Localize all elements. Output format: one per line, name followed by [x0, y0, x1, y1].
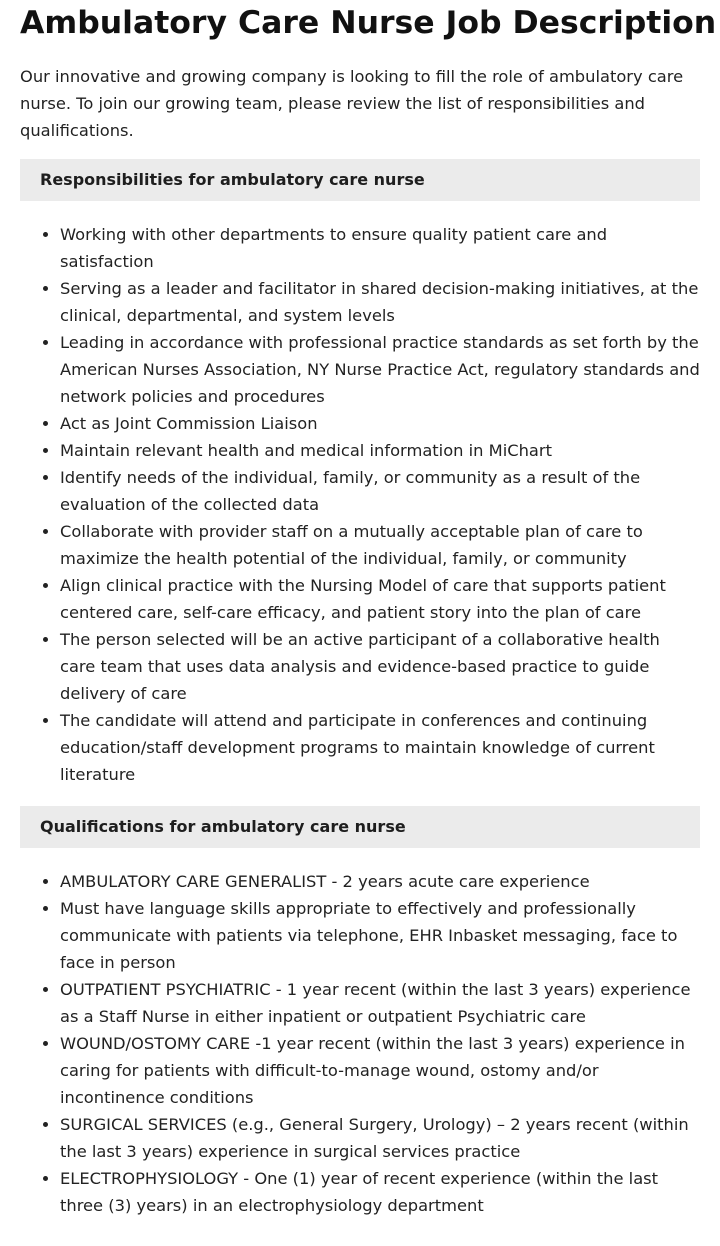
- responsibilities-list: [20, 221, 700, 788]
- qualification-item: • Must have language skills appropriate to effectively and professionally communicate with patients via telephone, EHR Inbasket messaging, face to face in person: [60, 895, 700, 976]
- qualification-item: • AMBULATORY CARE GENERALIST - 2 years acute care experience: [60, 868, 700, 895]
- responsibility-item: • Serving as a leader and facilitator in shared decision-making initiatives, at the clinical, departmental, and system levels: [60, 275, 700, 329]
- responsibility-item: • The candidate will attend and participate in conferences and continuing education/staff development programs to maintain knowledge of current literature: [60, 707, 700, 788]
- qualification-item: • OUTPATIENT PSYCHIATRIC - 1 year recent (within the last 3 years) experience as a Staff Nurse in either inpatient or outpatient Psychiatric care: [60, 976, 700, 1030]
- qualifications-list: [20, 868, 700, 1219]
- qualification-item: • WOUND/OSTOMY CARE -1 year recent (within the last 3 years) experience in caring for patients with difficult-to-manage wound, ostomy and/or incontinence conditions: [60, 1030, 700, 1111]
- qualifications-heading: Qualifications for ambulatory care nurse: [20, 806, 700, 848]
- qualification-item: • SURGICAL SERVICES (e.g., General Surgery, Urology) – 2 years recent (within the last 3 years) experience in surgical services practice: [60, 1111, 700, 1165]
- responsibility-item: • Leading in accordance with professional practice standards as set forth by the American Nurses Association, NY Nurse Practice Act, regulatory standards and network policies and procedures: [60, 329, 700, 410]
- responsibilities-heading: Responsibilities for ambulatory care nurse: [20, 159, 700, 201]
- intro-paragraph: Our innovative and growing company is looking to fill the role of ambulatory care nurse. To join our growing team, please review the list of responsibilities and qualifications.: [20, 67, 684, 140]
- responsibility-item: • Align clinical practice with the Nursing Model of care that supports patient centered care, self-care efficacy, and patient story into the plan of care: [60, 572, 700, 626]
- responsibility-item: • Maintain relevant health and medical information in MiChart: [60, 437, 700, 464]
- page-title: Ambulatory Care Nurse Job Description: [20, 5, 717, 41]
- responsibility-item: • The person selected will be an active participant of a collaborative health care team that uses data analysis and evidence-based practice to guide delivery of care: [60, 626, 700, 707]
- responsibility-item: • Collaborate with provider staff on a mutually acceptable plan of care to maximize the health potential of the individual, family, or community: [60, 518, 700, 572]
- qualification-item: • ELECTROPHYSIOLOGY - One (1) year of recent experience (within the last three (3) years) in an electrophysiology department: [60, 1165, 700, 1219]
- responsibility-item: • Working with other departments to ensure quality patient care and satisfaction: [60, 221, 700, 275]
- responsibility-item: • Identify needs of the individual, family, or community as a result of the evaluation of the collected data: [60, 464, 700, 518]
- responsibility-item: • Act as Joint Commission Liaison: [60, 410, 700, 437]
